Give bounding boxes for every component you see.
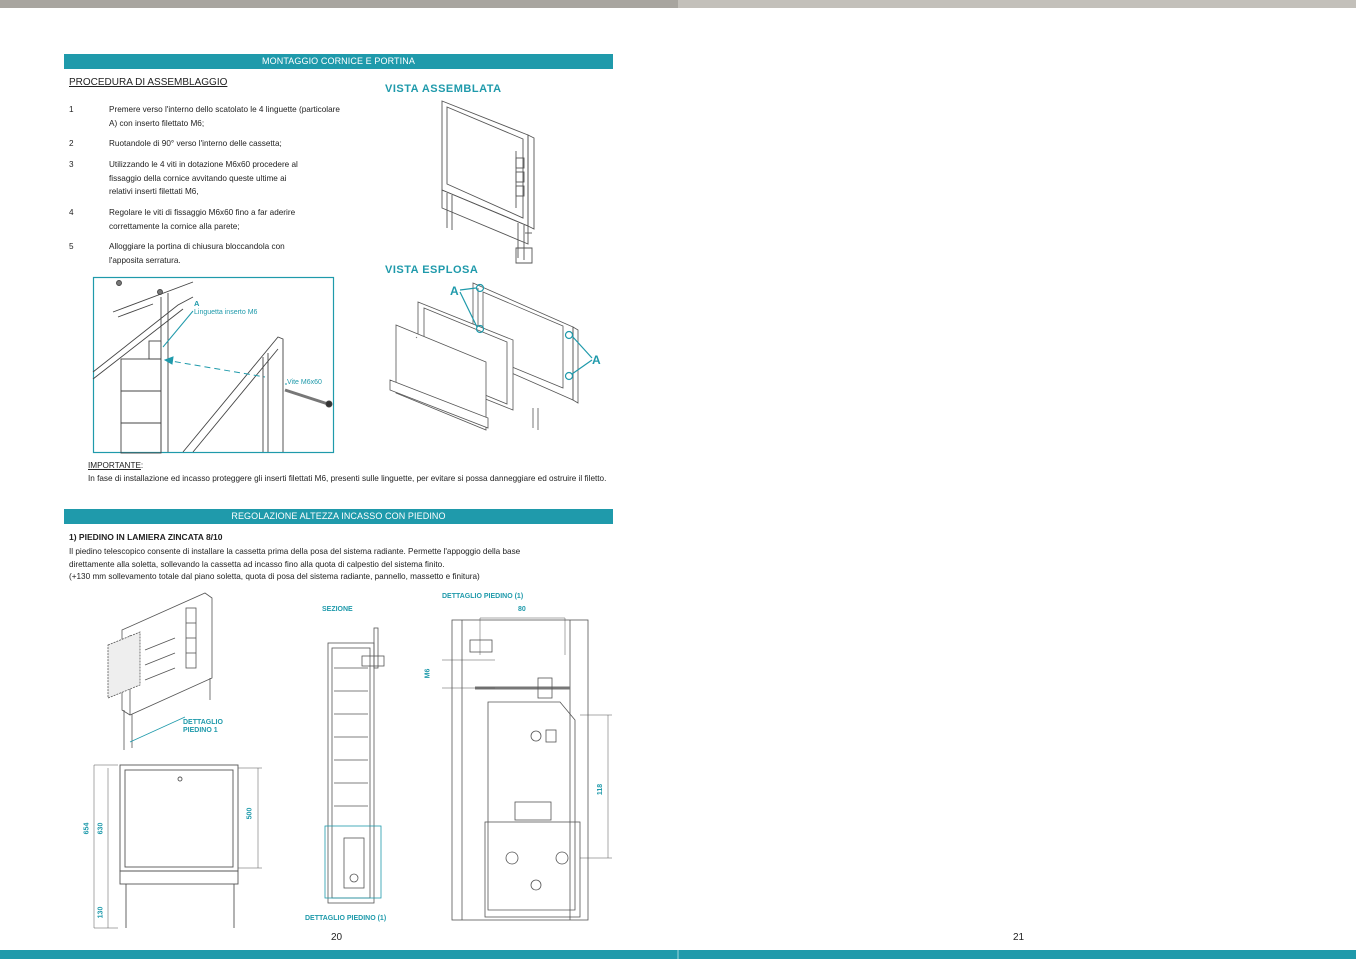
- piedino-line: (+130 mm sollevamento totale dal piano soletta, quota di posa del sistema radiante, pannello, massetto e finitura): [69, 572, 480, 581]
- detail-piedino-drawing: [440, 610, 615, 925]
- dim-500: 500: [246, 807, 254, 820]
- piedino-paragraph: [69, 546, 629, 584]
- step-number: 2: [69, 139, 74, 148]
- important-title: IMPORTANTE: [88, 461, 141, 470]
- piedino-line: direttamente alla soletta, sollevando la cassetta ad incasso fino alla quota di calpestio del sistema finito.: [69, 559, 445, 569]
- label-dettaglio-piedino-1: DETTAGLIO PIEDINO 1: [183, 719, 223, 734]
- step-1: [69, 103, 359, 131]
- section-header-assembly: MONTAGGIO CORNICE E PORTINA: [64, 54, 613, 69]
- label-dettaglio-piedino-bottom: DETTAGLIO PIEDINO (1): [305, 915, 387, 922]
- dim-80: 80: [518, 606, 526, 613]
- front-view-drawing: [88, 760, 268, 932]
- important-colon: :: [140, 461, 144, 470]
- important-text: In fase di installazione ed incasso proteggere gli inserti filettati M6, presenti sulle linguette, per evitare si possa danneggiare ed ostruire il filetto.: [88, 473, 607, 483]
- detail-label-vite: Vite M6x60: [287, 379, 322, 386]
- dim-118: 118: [597, 783, 605, 796]
- step-2: [69, 137, 359, 151]
- piedino-title: 1) PIEDINO IN LAMIERA ZINCATA 8/10: [69, 532, 223, 542]
- step-text: Premere verso l'interno dello scatolato le 4 linguette (particolare A) con inserto filettato M6;: [109, 105, 340, 128]
- step-text: Alloggiare la portina di chiusura bloccandola con l'apposita serratura.: [109, 242, 285, 265]
- bottom-bar-divider: [677, 950, 679, 959]
- page-number-right: 21: [1013, 932, 1025, 943]
- detail-linguetta-drawing: [93, 277, 334, 453]
- top-bar-right: [678, 0, 1356, 8]
- step-number: 3: [69, 160, 74, 169]
- exploded-label-a-right: A: [592, 353, 602, 367]
- section-view-drawing: [322, 628, 387, 912]
- step-text: Regolare le viti di fissaggio M6x60 fino a far aderire correttamente la cornice alla parete;: [109, 208, 296, 231]
- piedino-line: Il piedino telescopico consente di installare la cassetta prima della posa del sistema radiante. Permette l'appoggio della base: [69, 547, 521, 556]
- label-dettaglio-piedino-top: DETTAGLIO PIEDINO (1): [442, 593, 524, 600]
- top-bar-left: [0, 0, 678, 8]
- assembled-box-drawing: [430, 98, 540, 266]
- exploded-box-drawing: [388, 280, 603, 435]
- step-number: 4: [69, 208, 74, 217]
- label-sezione: SEZIONE: [322, 606, 353, 613]
- exploded-label-a-left: A: [450, 284, 460, 298]
- view-exploded-title: VISTA ESPLOSA: [385, 264, 479, 276]
- dim-630: 630: [97, 822, 105, 835]
- step-text: Ruotandole di 90° verso l'interno delle cassetta;: [109, 139, 282, 148]
- step-4: [69, 206, 359, 234]
- step-5: [69, 240, 359, 268]
- dim-654: 654: [83, 822, 91, 835]
- detail-label-a: A: [194, 299, 200, 308]
- view-assembled-title: VISTA ASSEMBLATA: [385, 83, 502, 95]
- procedure-title: PROCEDURA DI ASSEMBLAGGIO: [69, 77, 228, 88]
- detail-label-linguetta: Linguetta inserto M6: [194, 309, 258, 316]
- step-number: 1: [69, 105, 74, 114]
- important-note: [88, 460, 608, 485]
- step-number: 5: [69, 242, 74, 251]
- step-text: Utilizzando le 4 viti in dotazione M6x60 procedere al fissaggio della cornice avvitando queste ultime ai relativi inserti filettati M6,: [109, 160, 298, 196]
- section-header-height: REGOLAZIONE ALTEZZA INCASSO CON PIEDINO: [64, 509, 613, 524]
- dim-130: 130: [97, 906, 105, 919]
- page-number-left: 20: [331, 932, 343, 943]
- dim-m6: M6: [424, 668, 432, 679]
- step-3: [69, 158, 359, 200]
